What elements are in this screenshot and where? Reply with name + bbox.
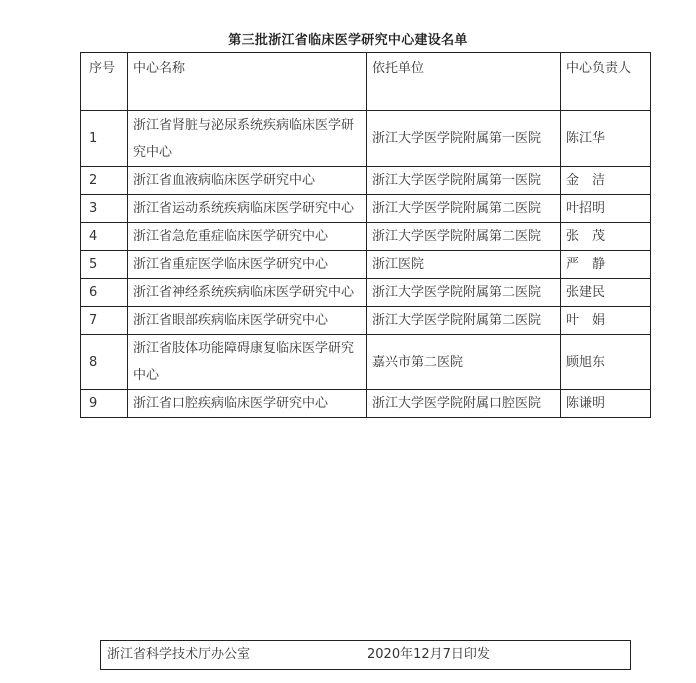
row-center-name: 浙江省急危重症临床医学研究中心 xyxy=(128,223,367,251)
row-center-name: 浙江省口腔疾病临床医学研究中心 xyxy=(128,390,367,418)
row-index: 1 xyxy=(81,111,128,167)
row-leader: 陈谦明 xyxy=(561,390,651,418)
row-index: 4 xyxy=(81,223,128,251)
table-row xyxy=(81,335,651,390)
table-row xyxy=(81,390,651,418)
row-leader: 严 静 xyxy=(561,251,651,279)
header-index: 序号 xyxy=(81,53,128,111)
row-host-unit: 浙江大学医学院附属第一医院 xyxy=(367,111,561,167)
row-host-unit: 浙江大学医学院附属第二医院 xyxy=(367,279,561,307)
row-center-name: 浙江省血液病临床医学研究中心 xyxy=(128,167,367,195)
row-host-unit: 浙江医院 xyxy=(367,251,561,279)
row-center-name: 浙江省神经系统疾病临床医学研究中心 xyxy=(128,279,367,307)
row-leader: 张 茂 xyxy=(561,223,651,251)
table-row xyxy=(81,251,651,279)
header-leader: 中心负责人 xyxy=(561,53,651,111)
row-index: 8 xyxy=(81,335,128,390)
issuing-office: 浙江省科学技术厅办公室 xyxy=(107,647,251,662)
table-header-row xyxy=(81,53,651,111)
row-index: 6 xyxy=(81,279,128,307)
row-center-name: 浙江省重症医学临床医学研究中心 xyxy=(128,251,367,279)
row-host-unit: 浙江大学医学院附属口腔医院 xyxy=(367,390,561,418)
row-host-unit: 嘉兴市第二医院 xyxy=(367,335,561,390)
row-index: 9 xyxy=(81,390,128,418)
row-center-name: 浙江省肾脏与泌尿系统疾病临床医学研究中心 xyxy=(128,111,367,167)
row-index: 3 xyxy=(81,195,128,223)
row-leader: 叶招明 xyxy=(561,195,651,223)
header-host-unit: 依托单位 xyxy=(367,53,561,111)
table-row xyxy=(81,195,651,223)
table-row xyxy=(81,279,651,307)
row-host-unit: 浙江大学医学院附属第二医院 xyxy=(367,195,561,223)
row-leader: 叶 娟 xyxy=(561,307,651,335)
row-center-name: 浙江省眼部疾病临床医学研究中心 xyxy=(128,307,367,335)
center-list-table xyxy=(80,52,651,418)
row-index: 5 xyxy=(81,251,128,279)
row-leader: 顾旭东 xyxy=(561,335,651,390)
table-row xyxy=(81,307,651,335)
row-center-name: 浙江省肢体功能障碍康复临床医学研究中心 xyxy=(128,335,367,390)
row-leader: 张建民 xyxy=(561,279,651,307)
header-center-name: 中心名称 xyxy=(128,53,367,111)
table-row xyxy=(81,223,651,251)
row-host-unit: 浙江大学医学院附属第二医院 xyxy=(367,307,561,335)
row-leader: 金 洁 xyxy=(561,167,651,195)
document-title: 第三批浙江省临床医学研究中心建设名单 xyxy=(228,33,468,48)
row-center-name: 浙江省运动系统疾病临床医学研究中心 xyxy=(128,195,367,223)
row-leader: 陈江华 xyxy=(561,111,651,167)
issue-date: 2020年12月7日印发 xyxy=(367,647,490,662)
row-index: 7 xyxy=(81,307,128,335)
issuance-footer xyxy=(100,640,631,670)
row-host-unit: 浙江大学医学院附属第一医院 xyxy=(367,167,561,195)
row-host-unit: 浙江大学医学院附属第二医院 xyxy=(367,223,561,251)
table-row xyxy=(81,111,651,167)
row-index: 2 xyxy=(81,167,128,195)
table-row xyxy=(81,167,651,195)
